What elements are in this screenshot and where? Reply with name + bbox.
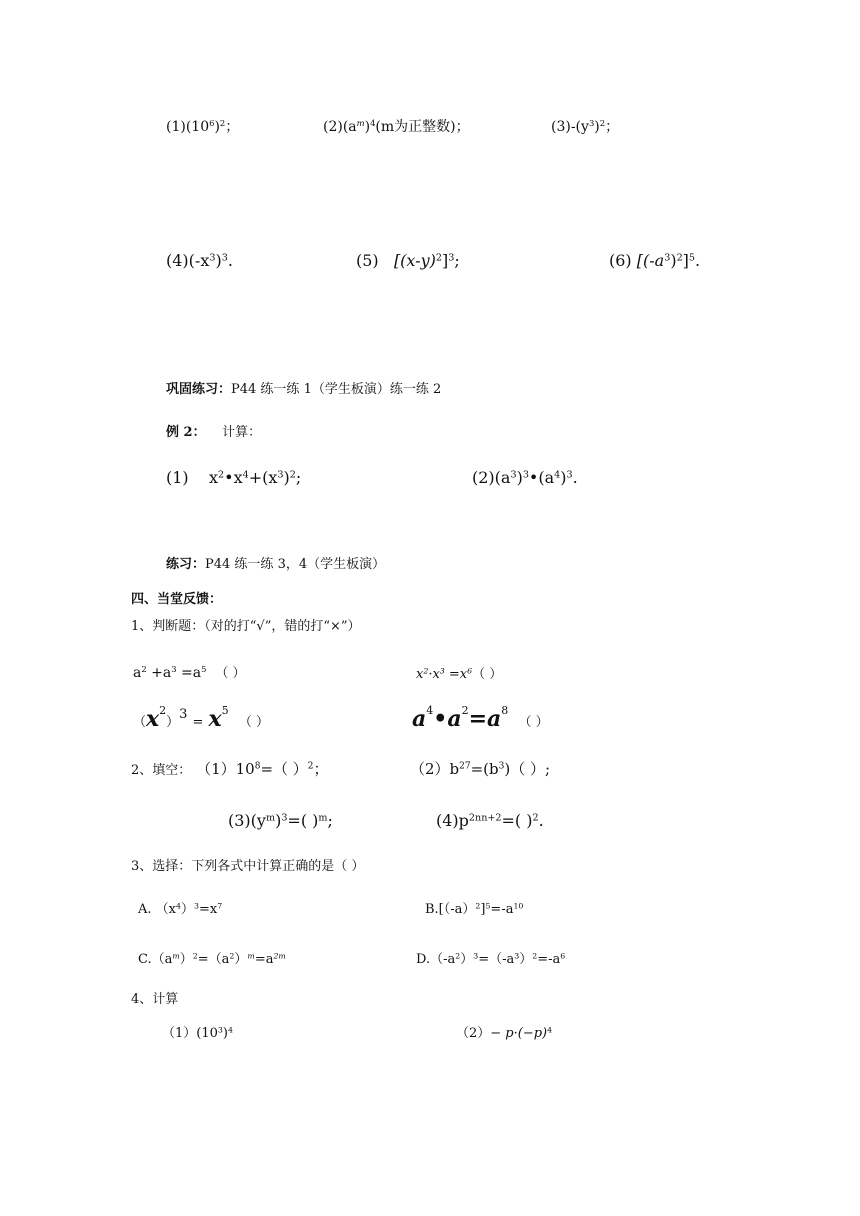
q4-item-1: $(1)(10^3)^4$ bbox=[162, 1025, 233, 1041]
example-2-problem-2: $(2)(a^3)^3•(a^4)^3$. bbox=[472, 468, 578, 487]
q1-item-3: $(x^2)^3 = x^5$ （ ） bbox=[133, 704, 269, 732]
problem-3: $(3)-(y^3)^2$； bbox=[551, 117, 620, 135]
q4-item-2: $(2)- p\cdot(-p)^4$ bbox=[456, 1025, 553, 1041]
q2-item-4: $(4)p^{2nn+2}=$( )$^2$. bbox=[436, 811, 544, 830]
problem-4: $(4)(-x^3)^3$. bbox=[166, 251, 233, 270]
consolidate-practice: 巩固练习：P44 练一练 1（学生板演）练一练 2 bbox=[166, 382, 442, 397]
q2-row-1: 2、填空： $(1)10^8=$（ ）$^2$； bbox=[131, 760, 329, 778]
q3-option-d: $D.(-a^2)^3=(-a^3)^2=-a^6$ bbox=[416, 951, 566, 967]
q3-option-a: A. $(x^4)^3=x^7$ bbox=[138, 901, 223, 917]
q3-title: 3、选择：下列各式中计算正确的是（ ） bbox=[131, 859, 365, 874]
q1-item-1: $a^2 +a^3 =a^5$ （ ） bbox=[133, 663, 246, 681]
problem-6: (6) $[(-a^3)^2]^5$. bbox=[609, 251, 701, 270]
q1-item-2: $x^2\cdot x^3 =x^6$（ ） bbox=[416, 666, 503, 682]
q4-title: 4、计算 bbox=[131, 992, 179, 1007]
q2-item-3: $(3)(y^m)^3=$( )$^m$; bbox=[228, 811, 333, 830]
example-2-problem-1: (1) $x^2•x^4+(x^3)^2$; bbox=[166, 468, 302, 487]
section-4-heading: 四、当堂反馈： bbox=[131, 592, 223, 607]
q3-option-b: $B.[(-a)^2]^5=-a^{10}$ bbox=[425, 901, 524, 917]
q1-item-4: $a^4•a^2=a^8$ （ ） bbox=[412, 704, 549, 732]
practice: 练习：P44 练一练 3，4（学生板演） bbox=[166, 557, 386, 572]
problem-2: $(2)(a^m)^4(m$为正整数)； bbox=[323, 117, 470, 135]
problem-5: (5) $[(x-y)^2]^3$; bbox=[356, 251, 460, 270]
q2-item-2: $(2)b^{27}=(b^3)$（ ）; bbox=[410, 760, 551, 778]
problem-1: $(1)(10^6)^2$； bbox=[166, 117, 240, 135]
q3-option-c: $C.(a^m)^2=(a^2)^m=a^{2m}$ bbox=[138, 951, 286, 967]
example-2-heading: 例 2： 计算： bbox=[166, 425, 262, 440]
q1-title: 1、判断题：（对的打“√”，错的打“×”） bbox=[131, 619, 361, 634]
